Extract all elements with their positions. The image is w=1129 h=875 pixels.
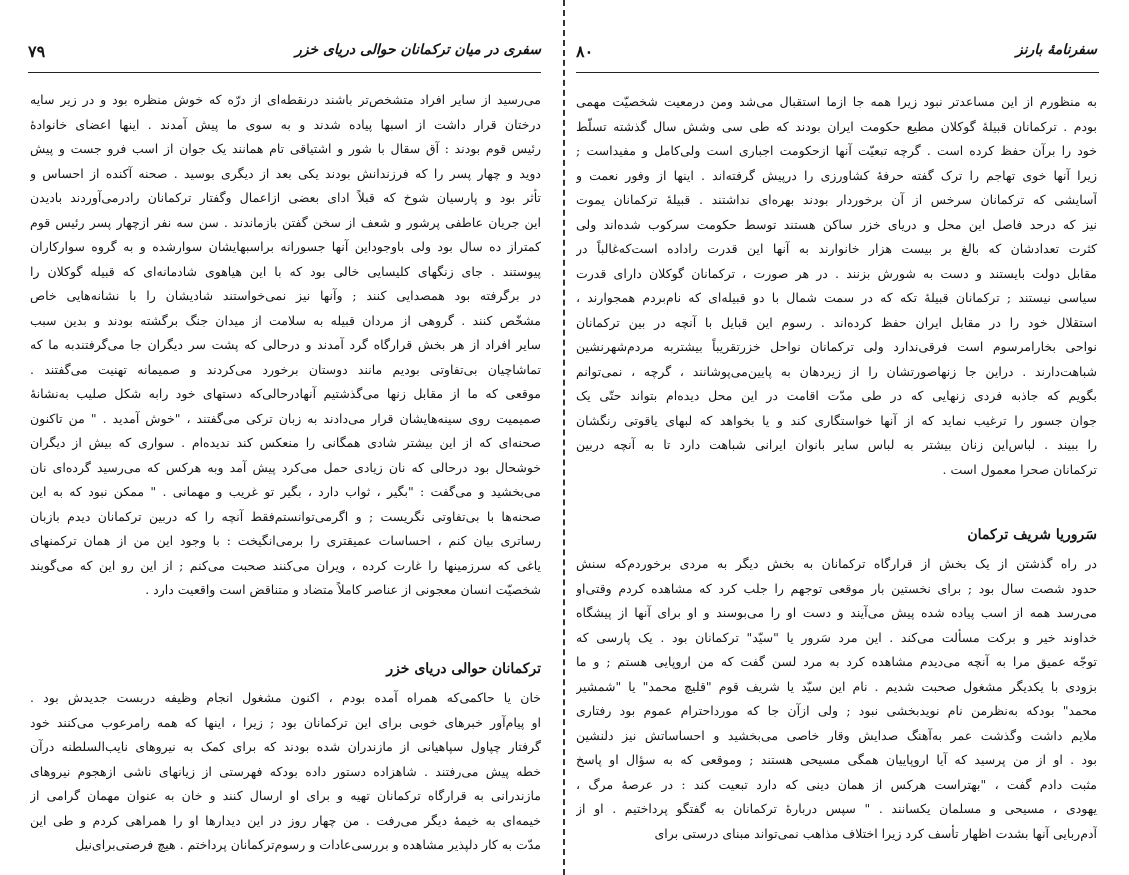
text-line: را ببیند . لباس‌این زنان بیشتر به لباس سایر بانوان ایرانی شباهت دارد تا به آنچه دربین <box>576 437 1097 452</box>
header-rule <box>28 72 541 73</box>
text-line: نیز که درحد فاصل این محل و دریای خزر ساکن هستند توسط حکومت سرکوب شده‌اند ولی <box>576 216 1097 232</box>
text-line: خان یا حاکمی‌که همراه آمده بودم ، اکنون مشغول انجام وظیفه دربست جدیدش بود . <box>30 690 541 705</box>
text-line: بود . او از من پرسید که آیا اروپاییان همگی مسیحی هستند ; وموقعی که به سؤال او پاسخ <box>576 752 1097 767</box>
text-line: گرفتار چپاول سپاهیانی از مازندران شده بودند که برای کمک به نیروهای نایب‌السلطنه درآن <box>30 739 541 754</box>
text-line: سیاسی نیستند ; ترکمانان قبیلهٔ تکه که در سمت شمال با دو قبیله‌ای که نام‌بردم همجوارند ، <box>576 290 1097 305</box>
text-line: صحنه‌ای که از این بیشتر شادی همگانی را منعکس کند ندیده‌ام . سواری که بیش از دیگران <box>30 435 541 450</box>
text-line: در راه گذشتن از یک بخش از قرارگاه ترکمانان به بخش دیگر به مردی برخوردم‌که سنش <box>576 556 1097 571</box>
section-heading: سَروریا شریف ترکمان <box>967 527 1097 543</box>
text-line: کمتراز ده سال بود ولی باوجوداین آنها جسورانه براسبهایشان سوارشده و به گروه سوارکاران <box>30 239 541 254</box>
text-line: بزودی با یکدیگر مشغول صحبت شدیم . نام این سیّد یا شریف قوم "قلیچ محمد" یا "شمشیر <box>576 678 1097 694</box>
text-line: توجّه عمیق مرا به آنچه می‌دیدم مشاهده کرد به مرد لسن گفت که من اروپایی هستم ; و ما <box>576 654 1097 669</box>
text-line: ترکمانان صحرا معمول است . <box>942 461 1097 477</box>
text-line: پیوستند . جای زنگهای کلیسایی خالی بود که با این هیاهوی شادمانه‌ای که قبیله گوکلان را <box>30 263 541 279</box>
text-line: آسایشی که ترکمانان سرخس از آن برخوردار بودند بهره‌ای نداشتند . قبیلهٔ ترکمانان یموت <box>576 192 1097 207</box>
text-line: مدّت به کار دلپذیر مشاهده و بررسی‌عادات و رسوم‌ترکمانان پرداختم . هیچ فرصتی‌برای‌نیل <box>75 837 541 852</box>
text-line: مقابل دولت بایستند و دست به شورش بزنند . در هر صورت ، ترکمانان گوکلان دارای قدرت <box>576 265 1097 281</box>
text-line: محمد" بودکه به‌نظرمن نام نویدبخشی نبود ; ولی ازآن جا که موردا‌حترام عموم بود رفتاری <box>576 703 1097 718</box>
text-line: خداوند خیر و برکت مسألت می‌کند . این مرد سَرور یا "سیّد" ترکمانان بود . یک پارسی که <box>576 629 1097 645</box>
text-line: مازندرانی به قرارگاه ترکمانان تهیه و برای او ارسال کنند و خان به عنوان مهمان گرامی از <box>30 788 541 803</box>
text-line: می‌رسد همه از اسب پیاده شده پیش می‌آیند و دست او را می‌بوسند و او برای آنها از پیشگاه <box>576 605 1097 620</box>
text-line: تأثر بود و پارسیان شوخ که قبلاً ادای بعضی ازاعمال وگفتار ترکمانان رادرمی‌آوردند بادیدن <box>30 190 541 205</box>
text-line: استقلال خود را در مقابل ایران حفظ کرده‌اند . رسوم این قبایل با آنچه در بین ترکمانان <box>576 314 1097 330</box>
running-title: سفری در میان ترکمانان حوالی دریای خزر <box>294 42 541 58</box>
text-line: جوان جسور را ترغیب نماید که از آنها خواستگاری کند و یا بخواهد که لبهای یاقوتی رنگشان <box>576 412 1097 428</box>
text-line: کثرت تعدادشان که بالغ بر بیست هزار خانوارند به آنها این قدرت راداده است‌که‌غالباً در <box>576 241 1097 256</box>
text-line: صمیمیت روی سینه‌هایشان قرار می‌دادند به زبان ترکی می‌گفتند ، "خوش آمدید . " من تاکنون <box>30 410 541 426</box>
text-line: تماشاچیان بی‌تفاوتی بودیم مانند دوستان برخورد می‌کردند و صمیمانه تهنیت می‌گفتند . <box>30 361 541 377</box>
text-line: به منظورم از این مساعدتر نبود زیرا همه جا ازما استقبال می‌شد ومن درمعیت شخصیّت مهمی <box>576 94 1097 109</box>
text-line: حدود شصت سال بود ; برای نخستین بار موقعی توجهم را جلب کرد که مشاهده کردم وقتی‌او <box>576 580 1097 596</box>
text-line: درختان قرار داشت از اسبها پیاده شدند و به سوی ما پیش آمدند . اینها اعضای خانوادهٔ <box>30 116 541 132</box>
text-line: رئیس قوم بودند : آق سقال با شور و اشتیاقی تام همانند یک جوان از اسب فرو جست و پیش <box>30 141 541 156</box>
text-line: شباهت‌دارند . دراین جا زنهاصورتشان را از زیردهان به پایین‌می‌پوشانند ، گرچه ، نمی‌توانم <box>576 363 1097 379</box>
page-number: ۷۹ <box>28 42 46 61</box>
text-line: بودم . ترکمانان قبیلهٔ گوکلان مطیع حکومت ایران بودند که طی سی وشش سال گذشته تسلّط <box>576 118 1097 134</box>
book-spine-divider <box>563 0 565 875</box>
page-number: ۸۰ <box>576 42 594 61</box>
text-line: نواحی بخارامرسوم است فرقی‌ندارد ولی ترکمانان نواحل خزرتقریباً بیشتربه مردم‌شهرنشین <box>576 339 1097 354</box>
text-line: دوید و چهار پسر را که فرزندانش بودند یکی بعد از دیگری بوسید . صحنه آکنده از احساس و <box>30 165 541 181</box>
text-line: بگویم که جاذبه فردی زنهایی که در طی مدّت اقامت در این محل دیده‌ام بتواند حتّی یک <box>576 388 1097 403</box>
text-line: خوشحال بود درحالی که نان زیادی حمل می‌کرد پیش آمد وبه هرکس که می‌رسید گرده‌ای نان <box>30 459 541 475</box>
text-line: صحنه‌ها با بی‌تفاوتی نگریست ; و اگرمی‌توانستم‌فقط آنچه را که دربین ترکمانان دیدم بازبان <box>30 508 541 524</box>
text-line: این جریان عاطفی پرشور و شعف از سخن گفتن بازماندند . سن سه نفر ازچهار پسر رئیس قوم <box>30 214 541 230</box>
text-line: ملایم داشت وگذشت عمر به‌آهنگ صدایش وقار خاصی می‌بخشید و احساساتش نیز دلنشین <box>576 727 1097 743</box>
text-line: شخصیّت انسان معجونی از عناصر کاملاً متضاد و متناقض است واقعیت دارد . <box>145 582 541 597</box>
text-line: مشخّص کنند . گروهی از مردان قبیله به سلامت از میدان جنگ برگشته بودند و بدین سبب <box>30 312 541 328</box>
text-line: زیرا آنها خوی تهاجم را ترک گفته حرفهٔ کشاورزی را درپیش گرفته‌اند . اینها از وفور نعمت و <box>576 167 1097 183</box>
text-line: یاغی که سرزمینها را غارت کرده ، ویران می‌کنند صحبت می‌کنم ; از این رو این که می‌گویند <box>30 557 541 573</box>
text-line: می‌رسید از سایر افراد متشخص‌تر باشند درنقطه‌ای از درّه که خوش منظره بود و در زیر سایه <box>30 92 541 107</box>
section-heading: ترکمانان حوالی دریای خزر <box>386 661 541 677</box>
running-title: سفرنامهٔ بارنز <box>1015 42 1097 58</box>
text-line: رساتری بیان کنم ، احساسات عمیقتری را برمی‌انگیخت : با وجود این من از همان ترکمنهای <box>30 533 541 548</box>
text-line: او پیام‌آور خبرهای خوبی برای این ترکمانان بود ; زیرا ، اینها که همه رامرعوب می‌کنند خود <box>30 714 541 730</box>
text-line: خطه پیش می‌رفتند . شاهزاده دستور داده بودکه فهرستی از زیانهای ناشی ازهجوم نیروهای <box>30 763 541 779</box>
text-line: خیمه‌ای به خیمهٔ دیگر می‌رفت . من چهار روز در این دیدارها او را همراهی کردم و طی این <box>30 812 541 828</box>
text-line: یهودی ، مسیحی و مسلمان یکسانند . " سپس دربارهٔ ترکمانان به گفتگو پرداختیم . او از <box>576 801 1097 816</box>
paragraph <box>576 552 1097 846</box>
text-line: در برگرفته بود همصدایی کنند ; وآنها نیز نمی‌خواستند شادیشان را با نشانه‌هایی خاص <box>30 288 541 303</box>
paragraph <box>30 88 541 603</box>
text-line: می‌بخشید و می‌گفت : "بگیر ، ثواب دارد ، بگیر تو غریب و مهمانی . " ممکن نبود که به این <box>30 484 541 499</box>
left-page <box>0 0 563 875</box>
paragraph <box>30 686 541 858</box>
text-line: خود را برآن حفظ کرده است . گرچه تبعیّت آنها ازحکومت اجباری است ولی‌کامل و مفیداست ; <box>576 143 1097 158</box>
header-rule <box>576 72 1099 73</box>
text-line: مثبت دادم گفت ، "بهتراست هرکس از همان دینی که دارد تبعیت کند : در عرصهٔ مرگ ، <box>576 776 1097 792</box>
right-page <box>566 0 1129 875</box>
text-line: موقعی که ما از مقابل زنها می‌گذشتیم آنهادرحالی‌که دستهای خود رابه شکل صلیب به‌نشانهٔ <box>30 386 541 401</box>
text-line: سایر افراد از هر بخش قرارگاه گرد آمدند و درحالی که پشت سر دیگران جا می‌گرفتندبه ما که <box>30 337 541 352</box>
text-line: آدم‌ربایی آنها بشدت اظهار تأسف کرد زیرا اختلاف مذاهب نمی‌تواند مبنای درستی برای <box>654 825 1097 841</box>
paragraph <box>576 90 1097 482</box>
